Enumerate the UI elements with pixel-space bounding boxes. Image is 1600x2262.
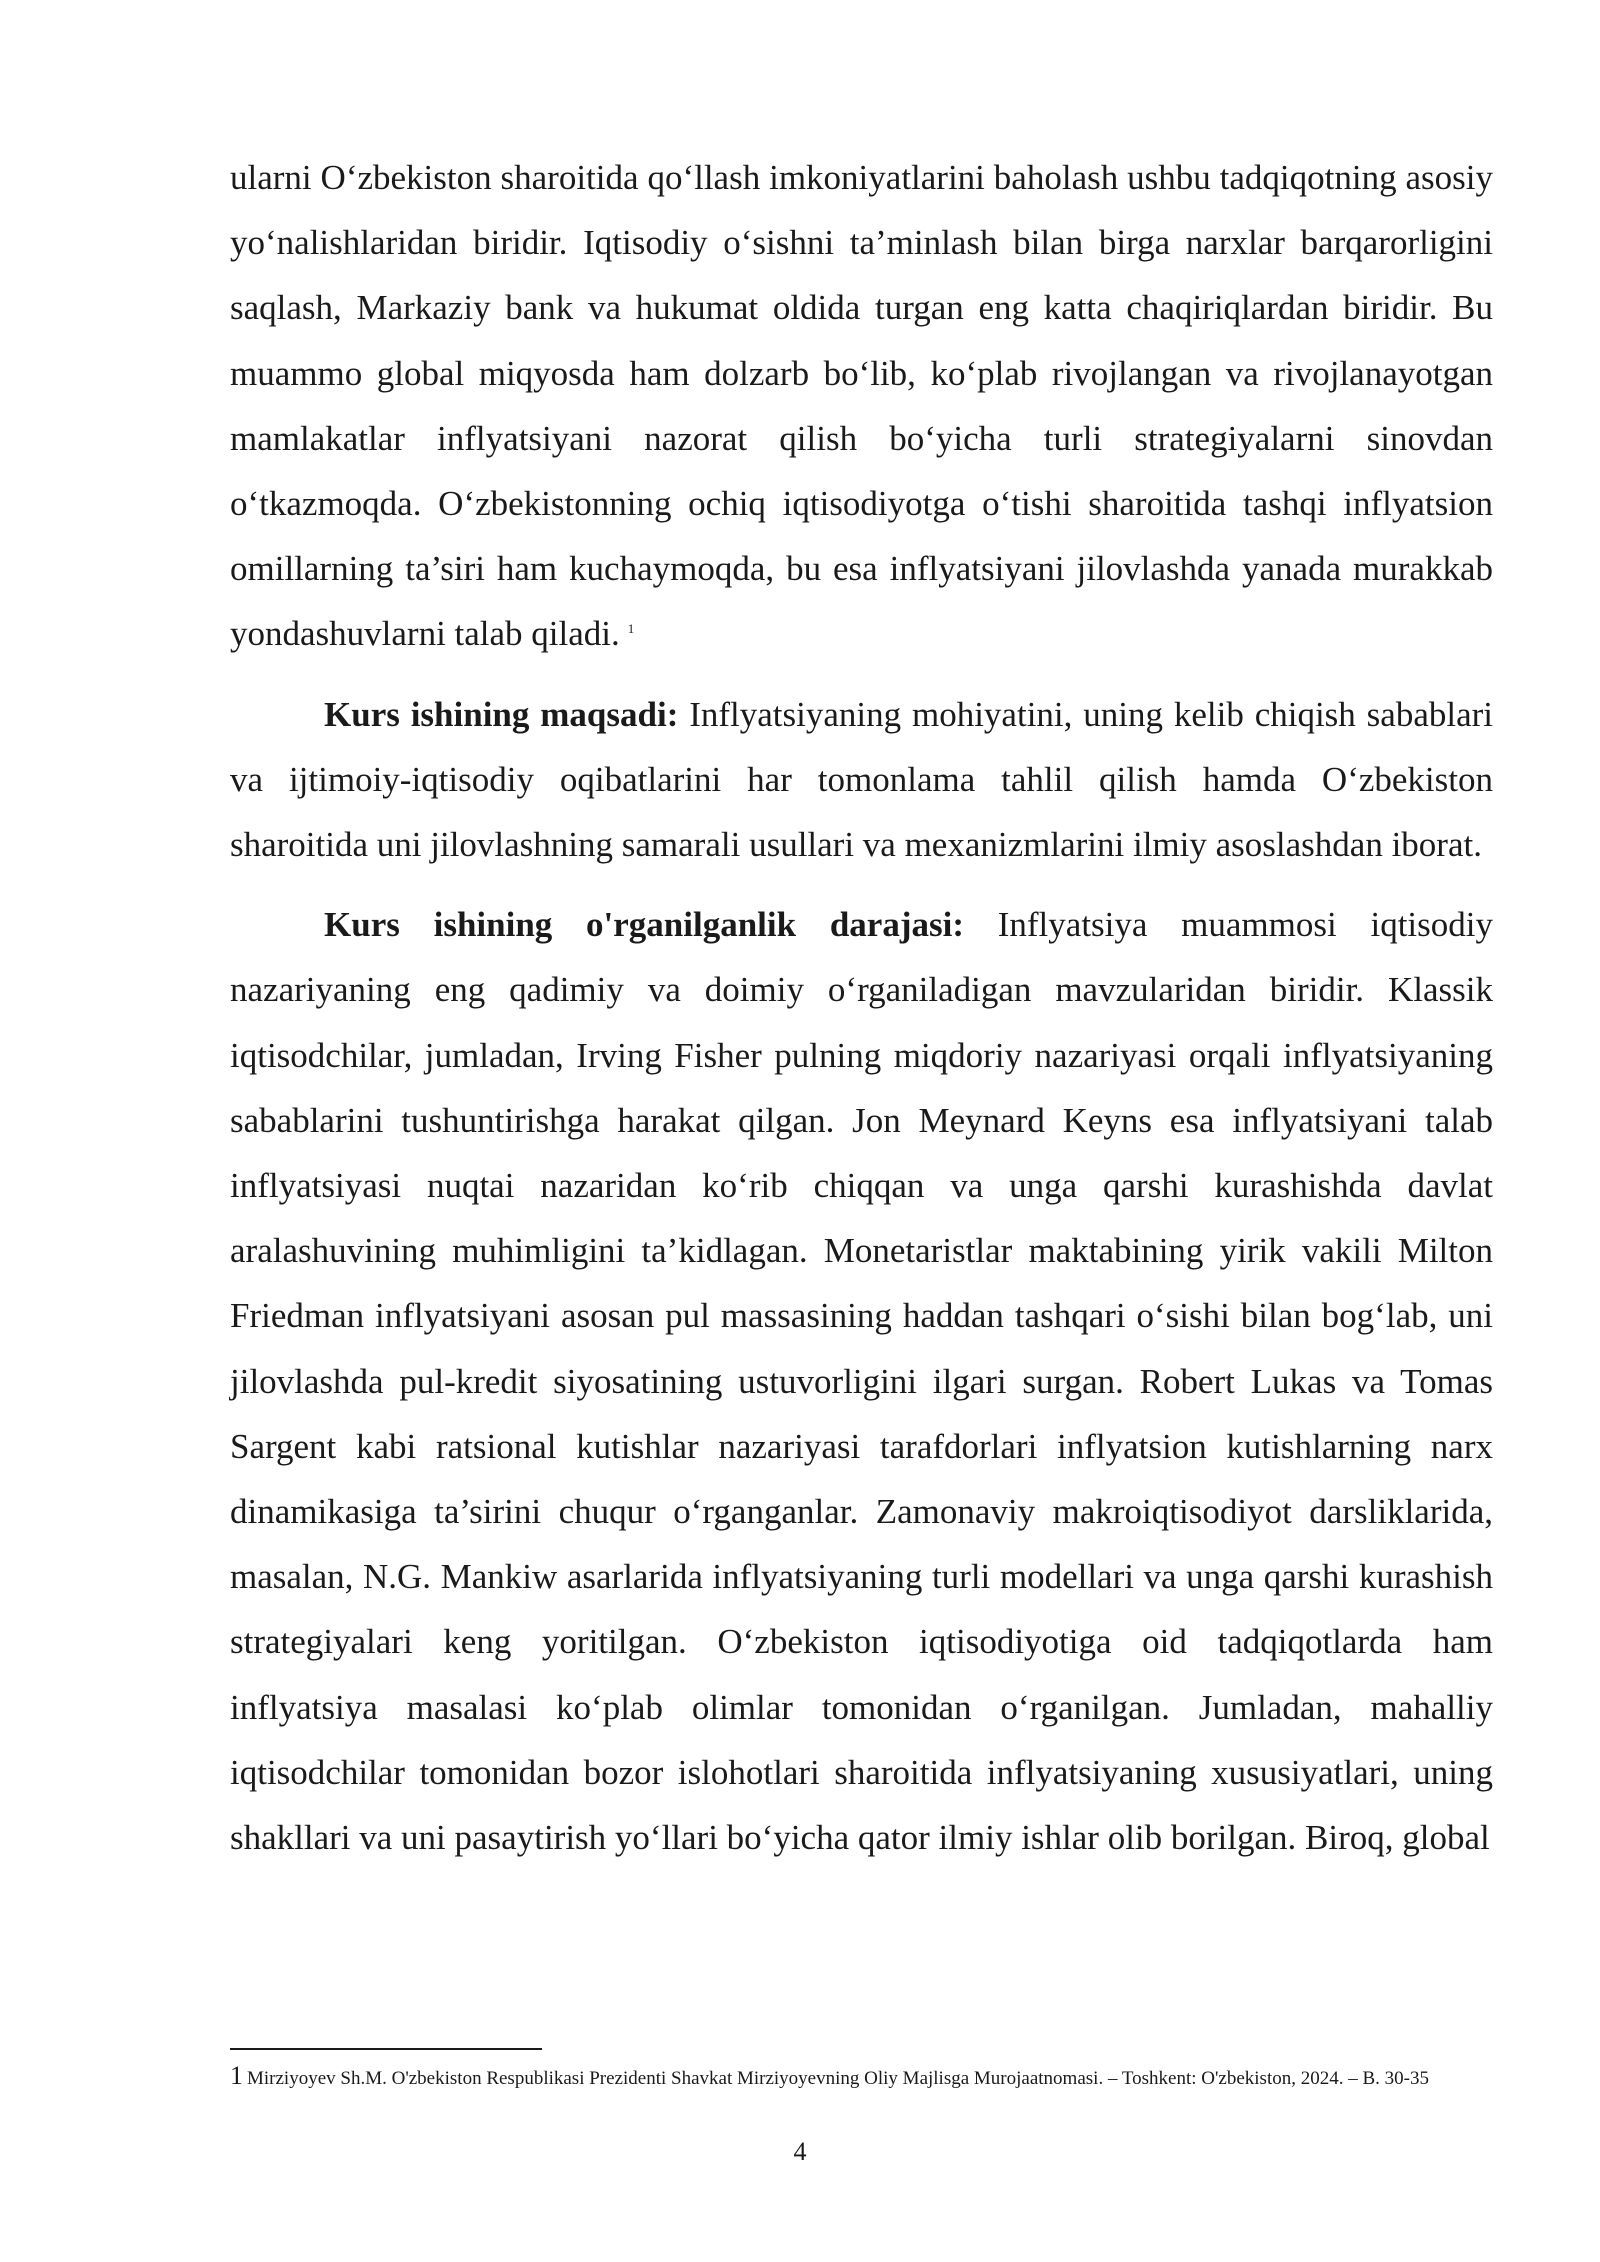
footnote	[230, 2063, 1493, 2092]
paragraph-course-goal	[230, 682, 1493, 878]
paragraph-heading: Kurs ishining o'rganilganlik darajasi:	[324, 905, 964, 945]
page-number: 4	[793, 2137, 807, 2166]
footnote-number: 1	[230, 2061, 243, 2090]
footnote-reference: 1	[627, 620, 635, 636]
paragraph-intro-continuation	[230, 145, 1493, 667]
paragraph-text: ularni O‘zbekiston sharoitida qo‘llash imkoniyatlarini baholash ushbu tadqiqotning asosiy yo‘nalishlaridan biridir. Iqtisodiy o‘sishni ta’minlash bilan birga narxlar barqarorligini saqlash, Markaziy bank va hukumat oldida turgan eng katta chaqiriqlardan biridir. Bu muammo global miqyosda ham dolzarb bo‘lib, ko‘plab rivojlangan va rivojlanayotgan mamlakatlar inflyatsiyani nazorat qilish bo‘yicha turli strategiyalarni sinovdan o‘tkazmoqda. O‘zbekistonning ochiq iqtisodiyotga o‘tishi sharoitida tashqi inflyatsion omillarning ta’siri ham kuchaymoqda, bu esa inflyatsiyani jilovlashda yanada murakkab yondashuvlarni talab qiladi.	[230, 158, 1493, 654]
footnote-text: Mirziyoyev Sh.M. O'zbekiston Respublikasi Prezidenti Shavkat Mirziyoyevning Oliy Majlisga Murojaatnomasi. – Toshkent: O'zbekiston, 2024. – B. 30-35	[247, 2068, 1429, 2089]
paragraph-text: Inflyatsiya muammosi iqtisodiy nazariyaning eng qadimiy va doimiy o‘rganiladigan mavzularidan biridir. Klassik iqtisodchilar, jumladan, Irving Fisher pulning miqdoriy nazariyasi orqali inflyatsiyaning sabablarini tushuntirishga harakat qilgan. Jon Meynard Keyns esa inflyatsiyani talab inflyatsiyasi nuqtai nazaridan ko‘rib chiqqan va unga qarshi kurashishda davlat aralashuvining muhimligini ta’kidlagan. Monetaristlar maktabining yirik vakili Milton Friedman inflyatsiyani asosan pul massasining haddan tashqari o‘sishi bilan bog‘lab, uni jilovlashda pul-kredit siyosatining ustuvorligini ilgari surgan. Robert Lukas va Tomas Sargent kabi ratsional kutishlar nazariyasi tarafdorlari inflyatsion kutishlarning narx dinamikasiga ta’sirini chuqur o‘rganganlar. Zamonaviy makroiqtisodiyot darsliklarida, masalan, N.G. Mankiw asarlarida inflyatsiyaning turli modellari va unga qarshi kurashish strategiyalari keng yoritilgan. O‘zbekiston iqtisodiyotiga oid tadqiqotlarda ham inflyatsiya masalasi ko‘plab olimlar tomonidan o‘rganilgan. Jumladan, mahalliy iqtisodchilar tomonidan bozor islohotlari sharoitida inflyatsiyaning xususiyatlari, uning shakllari va uni pasaytirish yo‘llari bo‘yicha qator ilmiy ishlar olib borilgan. Biroq, global	[230, 905, 1493, 1858]
paragraph-text: Inflyatsiyaning mohiyatini, uning kelib chiqish sabablari va ijtimoiy-iqtisodiy oqibatlarini har tomonlama tahlil qilish hamda O‘zbekiston sharoitida uni jilovlashning samarali usullari va mexanizmlarini ilmiy asoslashdan iborat.	[230, 694, 1493, 865]
paragraph-research-level	[230, 892, 1493, 1870]
paragraph-heading: Kurs ishining maqsadi:	[324, 694, 679, 734]
footnote-separator	[230, 2048, 542, 2050]
body-text	[230, 145, 1493, 1870]
